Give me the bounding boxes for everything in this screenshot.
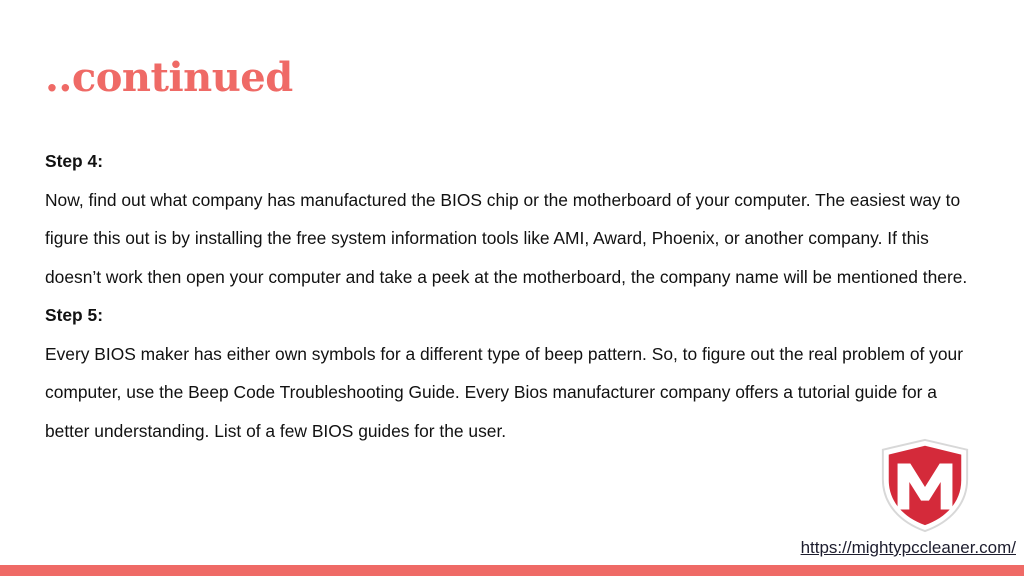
bottom-accent-bar <box>0 565 1024 576</box>
m-shield-icon <box>876 436 974 534</box>
website-link[interactable]: https://mightypccleaner.com/ <box>800 538 1016 557</box>
slide-title: ..continued <box>45 54 293 101</box>
step-4-text: Now, find out what company has manufactured the BIOS chip or the motherboard of your computer. The easiest way to figure this out is by installing the free system information tools like AMI, Award, Phoenix, or another company. If this doesn’t work then open your computer and take a peek at the motherboard, the company name will be mentioned there. <box>45 189 968 287</box>
step-4-heading: Step 4: <box>45 151 103 171</box>
step-5-heading: Step 5: <box>45 305 103 325</box>
step-5-text: Every BIOS maker has either own symbols for a different type of beep pattern. So, to figure out the real problem of your computer, use the Beep Code Troubleshooting Guide. Every Bios manufacturer company offers a tutorial guide for a better understanding. List of a few BIOS guides for the user. <box>45 343 963 441</box>
slide-content <box>45 142 980 450</box>
